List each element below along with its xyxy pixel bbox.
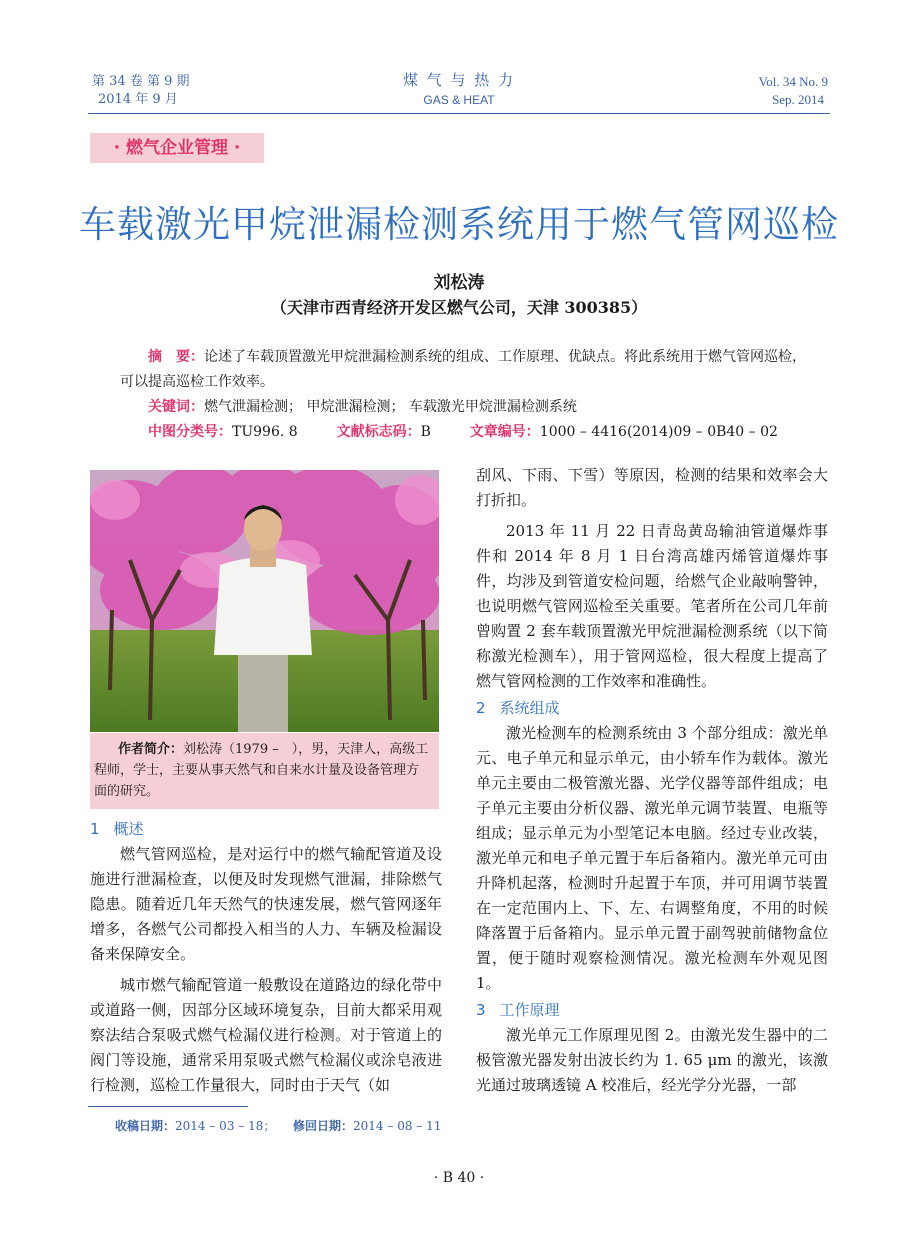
right-paragraph-1: 2013 年 11 月 22 日青岛黄岛输油管道爆炸事件和 2014 年 8 月 1 日台湾高雄丙烯管道爆炸事件，均涉及到管道安检问题，给燃气企业敲响警钟，也说明燃气管网巡检至关重要。笔者所在公司几年前曾购置 2 套车载顶置激光甲烷泄漏检测系统（以下简称激光检测车），用于管网巡检，很大程度上提高了燃气管网检测的工作效率和准确性。 <box>476 522 828 690</box>
doc-code-value: B <box>420 424 431 440</box>
working-principle-paragraph: 激光单元工作原理见图 2。由激光发生器中的二极管激光器发射出波长约为 1. 65 μm 的激光，该激光通过玻璃透镜 A 校准后，经光学分光器，一部 <box>476 1026 828 1094</box>
dates-line <box>115 1117 441 1134</box>
doc-code-label: 文献标志码： <box>336 424 421 440</box>
section-1-number: 1 <box>90 820 100 838</box>
page-number: · B 40 · <box>433 1170 485 1186</box>
header-rule <box>88 113 830 114</box>
section-1-heading <box>90 817 442 842</box>
left-column <box>90 815 442 1098</box>
keywords-line <box>120 395 810 420</box>
revised-label: 修回日期： <box>293 1119 354 1133</box>
classification-line <box>120 420 810 445</box>
revised-date: 2014 – 08 – 11 <box>353 1119 442 1133</box>
section-2-number: 2 <box>476 699 486 717</box>
header-date-en: Sep. 2014 <box>772 92 824 107</box>
section-3-heading <box>476 998 828 1023</box>
section-1-title: 概述 <box>113 820 144 838</box>
author-affiliation: （天津市西青经济开发区燃气公司，天津 300385） <box>270 298 648 317</box>
keywords-text: 燃气泄漏检测； 甲烷泄漏检测； 车载激光甲烷泄漏检测系统 <box>204 399 577 415</box>
bio-text: 刘松涛（1979 – ），男，天津人，高级工程师，学士，主要从事天然气和自来水计量及设备管理方面的研究。 <box>94 742 429 799</box>
received-label: 收稿日期： <box>115 1119 176 1133</box>
author-photo <box>90 470 439 732</box>
clc-label: 中图分类号： <box>148 424 232 440</box>
overview-paragraph-2: 城市燃气输配管道一般敷设在道路边的绿化带中或道路一侧，因部分区域环境复杂，目前大都采用观察法结合泵吸式燃气检漏仪进行检测。对于管道上的阀门等设施，通常采用泵吸式燃气检漏仪或涂皂液进行检测，巡检工作量很大，同时由于天气（如 <box>90 976 442 1094</box>
header-journal-cn: 煤 气 与 热 力 <box>402 71 516 89</box>
keywords-label: 关键词： <box>148 399 204 415</box>
received-date: 2014 – 03 – 18； <box>175 1119 276 1133</box>
section-2-heading <box>476 696 828 721</box>
header-volume-en: Vol. 34 No. 9 <box>758 74 828 89</box>
abstract-block <box>120 345 810 445</box>
author-bio <box>90 733 439 809</box>
abstract-label: 摘 要： <box>148 349 204 365</box>
header-journal-en: GAS & HEAT <box>423 93 495 107</box>
abstract-text: 论述了车载顶置激光甲烷泄漏检测系统的组成、工作原理、优缺点。将此系统用于燃气管网巡检，可以提高巡检工作效率。 <box>120 349 806 390</box>
section-3-title: 工作原理 <box>499 1001 560 1019</box>
bio-label: 作者简介： <box>118 742 184 757</box>
right-column <box>476 463 828 1098</box>
article-no-label: 文章编号： <box>469 424 540 440</box>
article-title: 车载激光甲烷泄漏检测系统用于燃气管网巡检 <box>79 203 839 246</box>
abstract-paragraph <box>120 345 810 395</box>
right-paragraph-0: 刮风、下雨、下雪）等原因，检测的结果和效率会大打折扣。 <box>476 466 828 509</box>
system-composition-paragraph: 激光检测车的检测系统由 3 个部分组成：激光单元、电子单元和显示单元，由小轿车作为载体。激光单元主要由二极管激光器、光学仪器等部件组成；电子单元主要由分析仪器、激光单元调节装置、电瓶等组成；显示单元为小型笔记本电脑。经过专业改装，激光单元和电子单元置于车后备箱内。激光单元可由升降机起落，检测时升起置于车顶，并可用调节装置在一定范围内上、下、左、右调整角度，不用的时候降落置于后备箱内。显示单元置于副驾驶前储物盒位置，便于随时观察检测情况。激光检测车外观见图 1。 <box>476 724 828 992</box>
footnote-rule <box>88 1106 248 1107</box>
header-date-cn: 2014 年 9 月 <box>98 92 178 107</box>
author-name: 刘松涛 <box>433 273 485 293</box>
section-2-title: 系统组成 <box>499 699 560 717</box>
article-no-value: 1000 – 4416(2014)09 – 0B40 – 02 <box>539 424 778 440</box>
overview-paragraph-1: 燃气管网巡检，是对运行中的燃气输配管道及设施进行泄漏检查，以便及时发现燃气泄漏，排除燃气隐患。随着近几年天然气的快速发展，燃气管网逐年增多，各燃气公司都投入相当的人力、车辆及检漏设备来保障安全。 <box>90 845 442 963</box>
section-3-number: 3 <box>476 1001 486 1019</box>
clc-value: TU996. 8 <box>232 424 298 440</box>
header-volume-cn: 第 34 卷 第 9 期 <box>92 74 190 89</box>
section-tag: · 燃气企业管理 · <box>90 133 264 163</box>
